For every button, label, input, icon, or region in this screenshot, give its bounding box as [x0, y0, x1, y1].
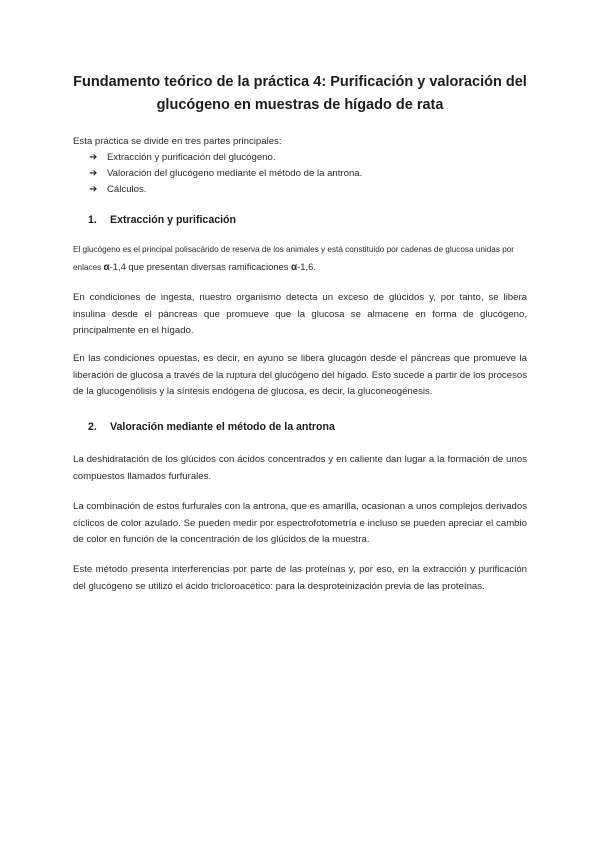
arrow-right-icon: ➔ [89, 152, 98, 163]
page-title [60, 71, 540, 117]
arrow-right-icon: ➔ [89, 184, 98, 195]
section-number: 1. [88, 214, 97, 226]
list-item-text: Cálculos. [107, 184, 147, 195]
section-1-paragraph-2: En condiciones de ingesta, nuestro organismo detecta un exceso de glúcidos y, por tanto, se libera insulina desde el páncreas que promueve que la glucosa se almacene en forma de glucógeno, principalmente en el hígado. [73, 292, 527, 337]
section-1-paragraph-1: El glucógeno es el principal polisacárido de reserva de los animales y está constituido por cadenas de glucosa unidas por enlaces α-1,4 que presentan diversas ramificaciones α-1,6. [73, 245, 515, 273]
section-2-paragraph-3: Este método presenta interferencias por parte de las proteínas y, por eso, en la extracción y purificación del glucógeno se utilizó el ácido tricloroacético: para la desproteinización previa de las proteínas. [73, 564, 527, 592]
alpha-symbol: α [291, 262, 298, 273]
intro-block [73, 134, 533, 198]
section-2-paragraph-2: La combinación de estos furfurales con la antrona, que es amarilla, ocasionan a unos complejos derivados cíclicos de color azulado. Se pueden medir por espectrofotometría e incluso se pueden apreciar el cambio de color en función de la concentración de los glúcidos de la muestra. [73, 501, 527, 546]
list-item-text: Valoración del glucógeno mediante el método de la antrona. [107, 168, 363, 179]
arrow-right-icon: ➔ [89, 168, 98, 179]
section-title: Extracción y purificación [110, 214, 236, 226]
intro-lead: Esta práctica se divide en tres partes principales: [73, 136, 282, 147]
section-title: Valoración mediante el método de la antrona [110, 421, 335, 433]
section-2-heading [88, 420, 335, 434]
list-item [73, 166, 533, 182]
section-1-paragraph-3: En las condiciones opuestas, es decir, en ayuno se libera glucagón desde el páncreas que promueve la liberación de glucosa a través de la ruptura del glucógeno del hígado. Esto sucede a partir de los procesos de la glucogenólisis y la síntesis endógena de glucosa, es decir, la gluconeogénesis. [73, 353, 527, 398]
list-item-text: Extracción y purificación del glucógeno. [107, 152, 276, 163]
page-title-line-1: Fundamento teórico de la práctica 4: Purificación y valoración del [73, 74, 527, 90]
section-number: 2. [88, 421, 97, 433]
alpha-symbol: α [103, 262, 110, 273]
page-title-line-2: glucógeno en muestras de hígado de rata [156, 97, 444, 113]
list-item [73, 150, 533, 166]
section-2-paragraph-1: La deshidratación de los glúcidos con ácidos concentrados y en caliente dan lugar a la formación de unos compuestos llamados furfurales. [73, 454, 527, 482]
section-1-heading [88, 213, 236, 227]
intro-list [73, 150, 533, 198]
list-item [73, 182, 533, 198]
